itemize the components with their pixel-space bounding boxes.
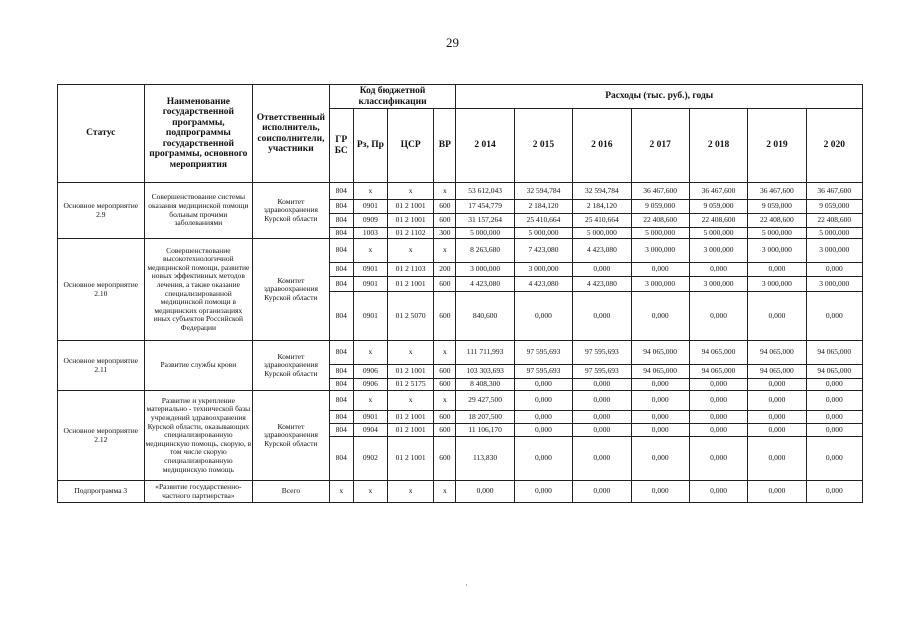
expense-value-cell: 0,000 [514, 292, 572, 341]
expense-value-cell: 0,000 [748, 292, 806, 341]
header-year: 2 015 [514, 109, 572, 183]
table-body [58, 183, 863, 503]
expense-value-cell: 0,000 [573, 263, 631, 277]
expense-value-cell: 94 065,000 [631, 365, 689, 379]
rzpr-cell: 0901 [353, 200, 387, 214]
expense-value-cell: 3 000,000 [806, 239, 862, 263]
expense-value-cell: 0,000 [631, 391, 689, 411]
expense-value-cell: 9 059,000 [748, 200, 806, 214]
expense-value-cell: 103 303,693 [456, 365, 514, 379]
rzpr-cell: 0901 [353, 292, 387, 341]
rzpr-cell: 0909 [353, 214, 387, 228]
rzpr-cell: 0906 [353, 365, 387, 379]
expense-value-cell: 0,000 [631, 424, 689, 437]
status-cell: Основное мероприятие 2.9 [58, 183, 145, 239]
rzpr-cell: 0901 [353, 277, 387, 292]
header-grbs: ГР БС [329, 109, 353, 183]
expense-value-cell: 94 065,000 [689, 341, 747, 365]
expense-value-cell: 22 408,600 [806, 214, 862, 228]
csr-cell: 01 2 1103 [388, 263, 434, 277]
expense-value-cell: 0,000 [689, 437, 747, 481]
expense-value-cell: 3 000,000 [748, 239, 806, 263]
expense-value-cell: 0,000 [748, 411, 806, 424]
csr-cell: 01 2 1001 [388, 437, 434, 481]
page-number: 29 [446, 35, 459, 50]
expense-value-cell: 0,000 [748, 481, 806, 503]
header-kbk: Код бюджетной классификации [329, 85, 456, 109]
executor-cell: Комитет здравоохранения Курской области [253, 183, 329, 239]
expense-value-cell: 32 594,784 [514, 183, 572, 200]
expense-value-cell: 0,000 [514, 437, 572, 481]
expense-value-cell: 0,000 [514, 379, 572, 391]
expense-value-cell: 0,000 [573, 424, 631, 437]
grbs-cell: 804 [329, 263, 353, 277]
expense-value-cell: 97 595,693 [573, 341, 631, 365]
vr-cell: 600 [434, 424, 456, 437]
expense-value-cell: 4 423,080 [573, 277, 631, 292]
rzpr-cell: x [353, 239, 387, 263]
csr-cell: 01 2 5070 [388, 292, 434, 341]
expense-value-cell: 36 467,600 [689, 183, 747, 200]
rzpr-cell: x [353, 183, 387, 200]
expense-value-cell: 8 263,680 [456, 239, 514, 263]
grbs-cell: 804 [329, 228, 353, 239]
program-name-cell: Совершенствование системы оказания медицинской помощи больным прочими заболеваниями [144, 183, 253, 239]
expense-value-cell: 31 157,264 [456, 214, 514, 228]
expense-value-cell: 0,000 [689, 263, 747, 277]
expense-value-cell: 3 000,000 [689, 239, 747, 263]
budget-table [57, 84, 863, 503]
expense-value-cell: 5 000,000 [514, 228, 572, 239]
expense-value-cell: 36 467,600 [806, 183, 862, 200]
status-cell: Подпрограмма 3 [58, 481, 145, 503]
table-row [58, 183, 863, 200]
expense-value-cell: 17 454,779 [456, 200, 514, 214]
vr-cell: x [434, 239, 456, 263]
expense-value-cell: 97 595,693 [514, 341, 572, 365]
expense-value-cell: 3 000,000 [689, 277, 747, 292]
rzpr-cell: 0901 [353, 411, 387, 424]
vr-cell: x [434, 391, 456, 411]
expense-value-cell: 36 467,600 [748, 183, 806, 200]
header-vr: ВР [434, 109, 456, 183]
expense-value-cell: 0,000 [689, 292, 747, 341]
csr-cell: 01 2 5175 [388, 379, 434, 391]
expense-value-cell: 2 184,120 [514, 200, 572, 214]
csr-cell: 01 2 1001 [388, 365, 434, 379]
expense-value-cell: 29 427,500 [456, 391, 514, 411]
expense-value-cell: 0,000 [748, 379, 806, 391]
status-cell: Основное мероприятие 2.10 [58, 239, 145, 341]
expense-value-cell: 94 065,000 [748, 341, 806, 365]
csr-cell: 01 2 1001 [388, 214, 434, 228]
expense-value-cell: 0,000 [631, 379, 689, 391]
grbs-cell: 804 [329, 277, 353, 292]
expense-value-cell: 0,000 [573, 411, 631, 424]
status-cell: Основное мероприятие 2.11 [58, 341, 145, 391]
expense-value-cell: 3 000,000 [806, 277, 862, 292]
expense-value-cell: 5 000,000 [573, 228, 631, 239]
expense-value-cell: 25 410,664 [514, 214, 572, 228]
expense-value-cell: 0,000 [689, 379, 747, 391]
header-name: Наименование государственной программы, подпрограммы государственной программы, основного мероприятия [144, 85, 253, 183]
status-cell: Основное мероприятие 2.12 [58, 391, 145, 481]
scan-mark: · [465, 580, 468, 590]
grbs-cell: 804 [329, 239, 353, 263]
csr-cell: 01 2 1001 [388, 411, 434, 424]
vr-cell: x [434, 183, 456, 200]
vr-cell: x [434, 481, 456, 503]
expense-value-cell: 9 059,000 [689, 200, 747, 214]
expense-value-cell: 113,830 [456, 437, 514, 481]
header-rzpr: Рз, Пр [353, 109, 387, 183]
expense-value-cell: 0,000 [806, 437, 862, 481]
csr-cell: 01 2 1001 [388, 277, 434, 292]
expense-value-cell: 3 000,000 [456, 263, 514, 277]
expense-value-cell: 3 000,000 [631, 277, 689, 292]
table-row [58, 239, 863, 263]
expense-value-cell: 0,000 [631, 263, 689, 277]
table-row [58, 391, 863, 411]
expense-value-cell: 0,000 [748, 424, 806, 437]
header-year: 2 019 [748, 109, 806, 183]
expense-value-cell: 0,000 [573, 437, 631, 481]
expense-value-cell: 0,000 [748, 437, 806, 481]
expense-value-cell: 0,000 [573, 379, 631, 391]
grbs-cell: 804 [329, 391, 353, 411]
header-year: 2 016 [573, 109, 631, 183]
table-row [58, 481, 863, 503]
rzpr-cell: 0901 [353, 263, 387, 277]
grbs-cell: 804 [329, 379, 353, 391]
csr-cell: x [388, 239, 434, 263]
expense-value-cell: 22 408,600 [631, 214, 689, 228]
expense-value-cell: 0,000 [631, 411, 689, 424]
expense-value-cell: 0,000 [631, 481, 689, 503]
csr-cell: 01 2 1001 [388, 424, 434, 437]
csr-cell: x [388, 341, 434, 365]
expense-value-cell: 36 467,600 [631, 183, 689, 200]
grbs-cell: x [329, 481, 353, 503]
rzpr-cell: x [353, 391, 387, 411]
grbs-cell: 804 [329, 292, 353, 341]
expense-value-cell: 22 408,600 [748, 214, 806, 228]
expense-value-cell: 0,000 [689, 424, 747, 437]
expense-value-cell: 4 423,080 [573, 239, 631, 263]
header-expenses: Расходы (тыс. руб.), годы [456, 85, 863, 109]
vr-cell: 600 [434, 214, 456, 228]
rzpr-cell: 0904 [353, 424, 387, 437]
expense-value-cell: 3 000,000 [748, 277, 806, 292]
expense-value-cell: 22 408,600 [689, 214, 747, 228]
expense-value-cell: 0,000 [748, 391, 806, 411]
header-year: 2 014 [456, 109, 514, 183]
program-name-cell: Развитие и укрепление материально - технической базы учреждений здравоохранения Курской области, оказывающих специализированную медицинскую помощь, скорую, в том числе скорую специализированную медицинскую помощь [144, 391, 253, 481]
vr-cell: 600 [434, 292, 456, 341]
vr-cell: 200 [434, 263, 456, 277]
csr-cell: x [388, 481, 434, 503]
expense-value-cell: 2 184,120 [573, 200, 631, 214]
rzpr-cell: x [353, 481, 387, 503]
rzpr-cell: 0906 [353, 379, 387, 391]
expense-value-cell: 840,600 [456, 292, 514, 341]
executor-cell: Комитет здравоохранения Курской области [253, 341, 329, 391]
csr-cell: 01 2 1102 [388, 228, 434, 239]
grbs-cell: 804 [329, 424, 353, 437]
expense-value-cell: 4 423,080 [514, 277, 572, 292]
expense-value-cell: 18 207,500 [456, 411, 514, 424]
expense-value-cell: 5 000,000 [631, 228, 689, 239]
vr-cell: 600 [434, 200, 456, 214]
expense-value-cell: 0,000 [689, 481, 747, 503]
expense-value-cell: 0,000 [514, 391, 572, 411]
vr-cell: 600 [434, 437, 456, 481]
executor-cell: Комитет здравоохранения Курской области [253, 239, 329, 341]
expense-value-cell: 0,000 [456, 481, 514, 503]
expense-value-cell: 0,000 [689, 411, 747, 424]
header-year: 2 020 [806, 109, 862, 183]
expense-value-cell: 11 106,170 [456, 424, 514, 437]
header-csr: ЦСР [388, 109, 434, 183]
expense-value-cell: 9 059,000 [631, 200, 689, 214]
expense-value-cell: 111 711,993 [456, 341, 514, 365]
expense-value-cell: 0,000 [748, 263, 806, 277]
program-name-cell: Совершенствование высокотехнологичной медицинской помощи, развитие новых эффективных методов лечения, а также оказание специализированной медицинской помощи в медицинских организациях иных субъектов Российской Федерации [144, 239, 253, 341]
expense-value-cell: 7 423,080 [514, 239, 572, 263]
expense-value-cell: 94 065,000 [806, 365, 862, 379]
rzpr-cell: 0902 [353, 437, 387, 481]
expense-value-cell: 94 065,000 [806, 341, 862, 365]
expense-value-cell: 0,000 [689, 391, 747, 411]
grbs-cell: 804 [329, 411, 353, 424]
vr-cell: 600 [434, 411, 456, 424]
csr-cell: x [388, 391, 434, 411]
expense-value-cell: 0,000 [514, 481, 572, 503]
expense-value-cell: 32 594,784 [573, 183, 631, 200]
grbs-cell: 804 [329, 365, 353, 379]
grbs-cell: 804 [329, 214, 353, 228]
expense-value-cell: 8 408,300 [456, 379, 514, 391]
header-year: 2 017 [631, 109, 689, 183]
grbs-cell: 804 [329, 341, 353, 365]
csr-cell: x [388, 183, 434, 200]
expense-value-cell: 0,000 [806, 292, 862, 341]
grbs-cell: 804 [329, 183, 353, 200]
expense-value-cell: 0,000 [806, 424, 862, 437]
expense-value-cell: 0,000 [806, 391, 862, 411]
vr-cell: 300 [434, 228, 456, 239]
expense-value-cell: 0,000 [806, 263, 862, 277]
expense-value-cell: 5 000,000 [748, 228, 806, 239]
vr-cell: x [434, 341, 456, 365]
vr-cell: 600 [434, 379, 456, 391]
expense-value-cell: 53 612,043 [456, 183, 514, 200]
executor-cell: Всего [253, 481, 329, 503]
expense-value-cell: 3 000,000 [514, 263, 572, 277]
expense-value-cell: 94 065,000 [631, 341, 689, 365]
table-row [58, 341, 863, 365]
expense-value-cell: 0,000 [631, 292, 689, 341]
expense-value-cell: 3 000,000 [631, 239, 689, 263]
vr-cell: 600 [434, 365, 456, 379]
expense-value-cell: 0,000 [573, 481, 631, 503]
program-name-cell: «Развитие государственно-частного партнерства» [144, 481, 253, 503]
expense-value-cell: 0,000 [631, 437, 689, 481]
vr-cell: 600 [434, 277, 456, 292]
expense-value-cell: 5 000,000 [806, 228, 862, 239]
expense-value-cell: 0,000 [514, 424, 572, 437]
expense-value-cell: 94 065,000 [689, 365, 747, 379]
grbs-cell: 804 [329, 437, 353, 481]
program-name-cell: Развитие службы крови [144, 341, 253, 391]
grbs-cell: 804 [329, 200, 353, 214]
expense-value-cell: 97 595,693 [514, 365, 572, 379]
expense-value-cell: 94 065,000 [748, 365, 806, 379]
header-year: 2 018 [689, 109, 747, 183]
expense-value-cell: 0,000 [806, 411, 862, 424]
expense-value-cell: 0,000 [514, 411, 572, 424]
expense-value-cell: 25 410,664 [573, 214, 631, 228]
expense-value-cell: 5 000,000 [689, 228, 747, 239]
header-status: Статус [58, 85, 145, 183]
expense-value-cell: 0,000 [573, 391, 631, 411]
rzpr-cell: 1003 [353, 228, 387, 239]
expense-value-cell: 4 423,080 [456, 277, 514, 292]
csr-cell: 01 2 1001 [388, 200, 434, 214]
expense-value-cell: 97 595,693 [573, 365, 631, 379]
expense-value-cell: 0,000 [806, 379, 862, 391]
rzpr-cell: x [353, 341, 387, 365]
expense-value-cell: 0,000 [806, 481, 862, 503]
expense-value-cell: 9 059,000 [806, 200, 862, 214]
executor-cell: Комитет здравоохранения Курской области [253, 391, 329, 481]
expense-value-cell: 5 000,000 [456, 228, 514, 239]
expense-value-cell: 0,000 [573, 292, 631, 341]
header-executor: Ответственный исполнитель, соисполнители, участники [253, 85, 329, 183]
